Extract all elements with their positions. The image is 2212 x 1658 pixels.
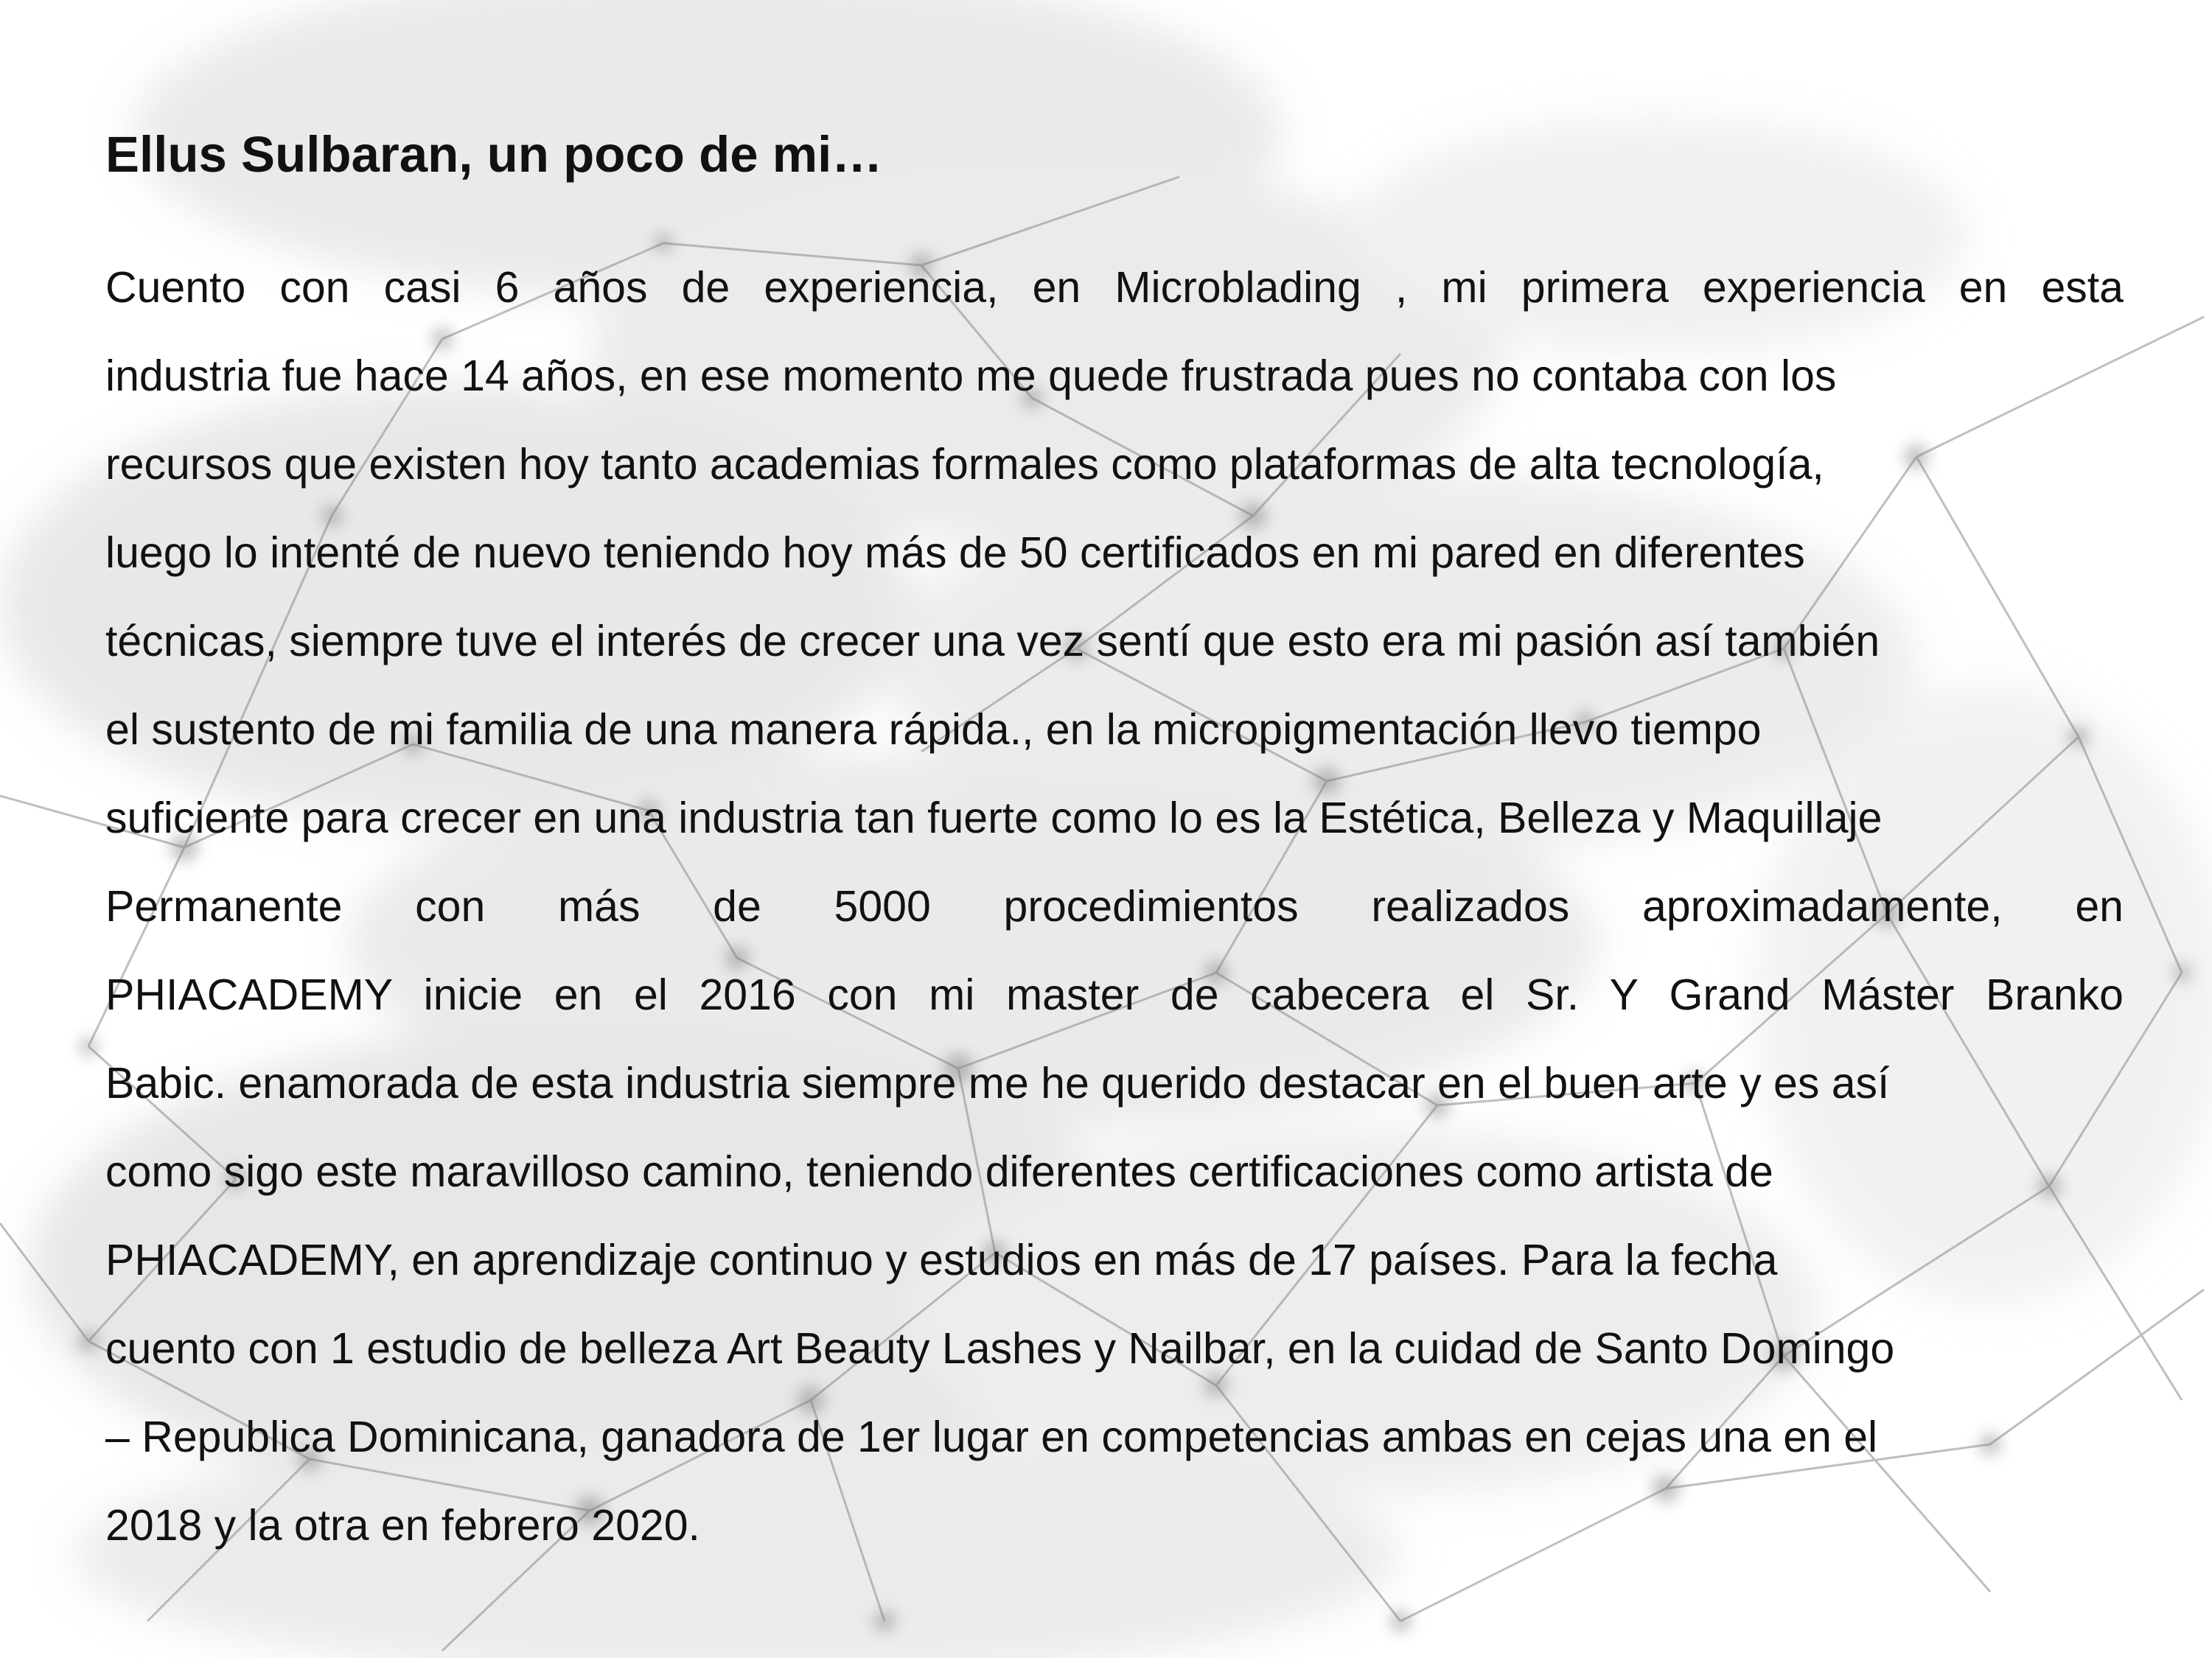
bio-line: suficiente para crecer en una industria tan fuerte como lo es la Estética, Belleza y Maquillaje xyxy=(105,794,1883,842)
bio-line: PHIACADEMY, en aprendizaje continuo y estudios en más de 17 países. Para la fecha xyxy=(105,1236,1778,1284)
bio-line: Cuento con casi 6 años de experiencia, en Microblading , mi primera experiencia en esta xyxy=(105,263,2124,312)
bio-line: Babic. enamorada de esta industria siempre me he querido destacar en el buen arte y es así xyxy=(105,1059,1890,1108)
bio-line: industria fue hace 14 años, en ese momento me quede frustrada pues no contaba con los xyxy=(105,351,1837,400)
bio-line: PHIACADEMY inicie en el 2016 con mi master de cabecera el Sr. Y Grand Máster Branko xyxy=(105,970,2124,1019)
bio-paragraph xyxy=(105,243,2124,1570)
bio-line: cuento con 1 estudio de belleza Art Beauty Lashes y Nailbar, en la cuidad de Santo Domingo xyxy=(105,1324,1895,1373)
bio-line: como sigo este maravilloso camino, teniendo diferentes certificaciones como artista de xyxy=(105,1147,1773,1196)
bio-line: luego lo intenté de nuevo teniendo hoy más de 50 certificados en mi pared en diferentes xyxy=(105,528,1805,577)
page-content xyxy=(105,125,2124,1550)
bio-line: Permanente con más de 5000 procedimientos realizados aproximadamente, en xyxy=(105,882,2124,931)
bio-line: – Republica Dominicana, ganadora de 1er lugar en competencias ambas en cejas una en el xyxy=(105,1413,1878,1461)
bio-line: recursos que existen hoy tanto academias formales como plataformas de alta tecnología, xyxy=(105,440,1824,489)
bio-line: el sustento de mi familia de una manera rápida., en la micropigmentación llevo tiempo xyxy=(105,705,1762,754)
page-title: Ellus Sulbaran, un poco de mi… xyxy=(105,126,883,183)
bio-line: técnicas, siempre tuve el interés de crecer una vez sentí que esto era mi pasión así también xyxy=(105,617,1880,665)
bio-line: 2018 y la otra en febrero 2020. xyxy=(105,1501,700,1550)
